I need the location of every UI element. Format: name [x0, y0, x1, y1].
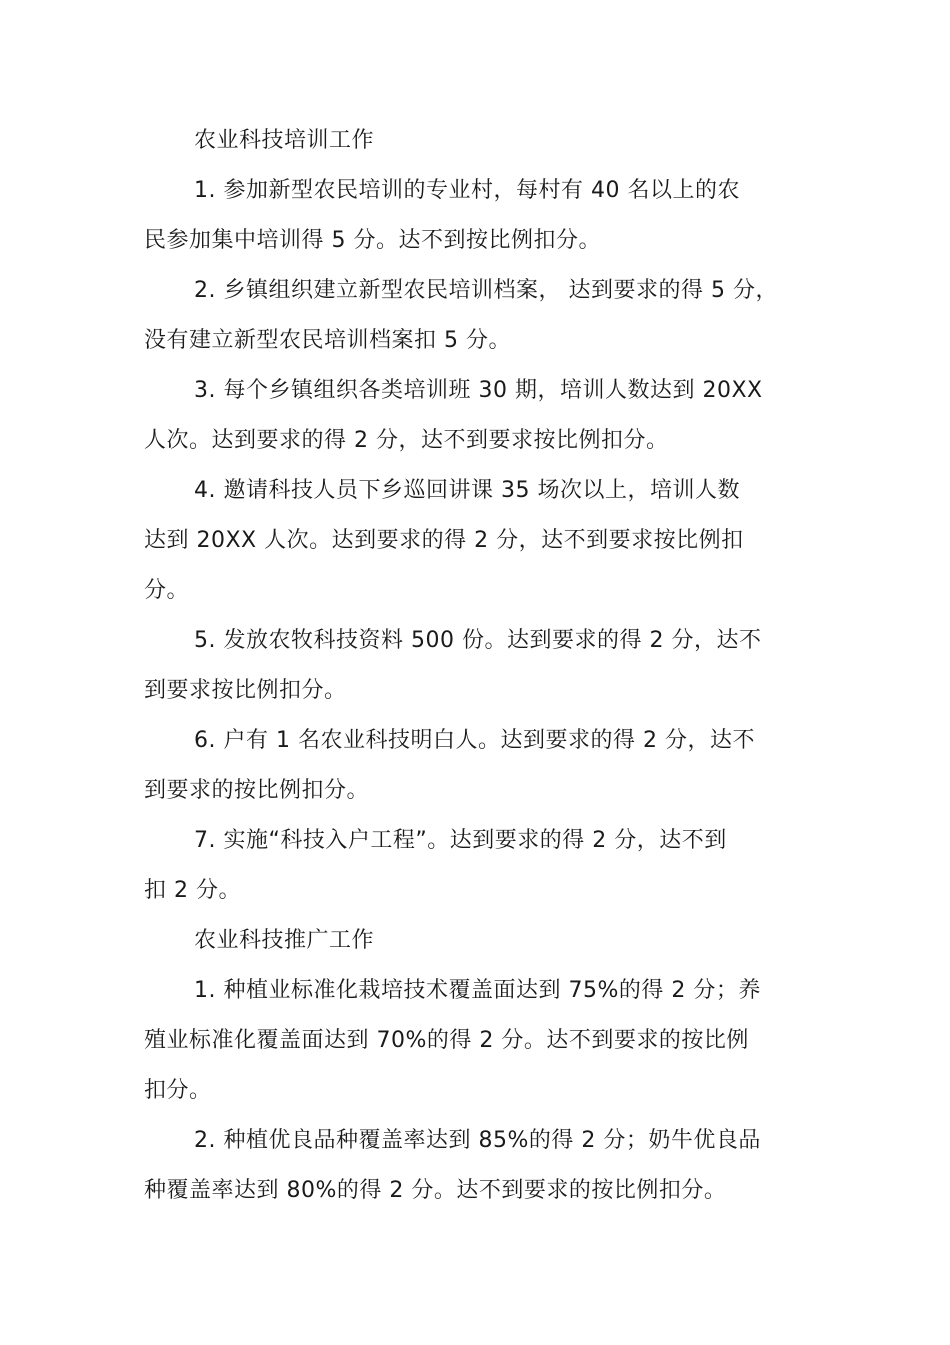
paragraph-line: 人次。达到要求的得 2 分，达不到要求按比例扣分。	[144, 428, 669, 453]
paragraph-line: 1. 种植业标准化栽培技术覆盖面达到 75%的得 2 分；养	[194, 978, 761, 1003]
paragraph-line: 殖业标准化覆盖面达到 70%的得 2 分。达不到要求的按比例	[144, 1028, 749, 1053]
document-body	[144, 116, 816, 1216]
paragraph-line: 种覆盖率达到 80%的得 2 分。达不到要求的按比例扣分。	[144, 1178, 727, 1203]
paragraph-line: 到要求的按比例扣分。	[144, 778, 370, 803]
paragraph-line: 扣 2 分。	[144, 878, 241, 903]
paragraph-line: 5. 发放农牧科技资料 500 份。达到要求的得 2 分，达不	[194, 628, 762, 653]
paragraph-line: 分。	[144, 578, 190, 603]
paragraph-line: 1. 参加新型农民培训的专业村，每村有 40 名以上的农	[194, 178, 740, 203]
paragraph-line: 民参加集中培训得 5 分。达不到按比例扣分。	[144, 228, 601, 253]
section-heading-promotion: 农业科技推广工作	[194, 928, 375, 953]
paragraph-line: 4. 邀请科技人员下乡巡回讲课 35 场次以上，培训人数	[194, 478, 740, 503]
paragraph-line: 2. 种植优良品种覆盖率达到 85%的得 2 分；奶牛优良品	[194, 1128, 761, 1153]
paragraph-line: 6. 户有 1 名农业科技明白人。达到要求的得 2 分，达不	[194, 728, 755, 753]
paragraph-line: 到要求按比例扣分。	[144, 678, 347, 703]
paragraph-line: 扣分。	[144, 1078, 212, 1103]
paragraph-line: 没有建立新型农民培训档案扣 5 分。	[144, 328, 511, 353]
paragraph-line: 7. 实施“科技入户工程”。达到要求的得 2 分，达不到	[194, 828, 727, 853]
paragraph-line: 3. 每个乡镇组织各类培训班 30 期，培训人数达到 20XX	[194, 378, 763, 403]
paragraph-line: 2. 乡镇组织建立新型农民培训档案， 达到要求的得 5 分，	[194, 278, 778, 303]
paragraph-line: 达到 20XX 人次。达到要求的得 2 分，达不到要求按比例扣	[144, 528, 744, 553]
section-heading-training: 农业科技培训工作	[194, 128, 375, 153]
